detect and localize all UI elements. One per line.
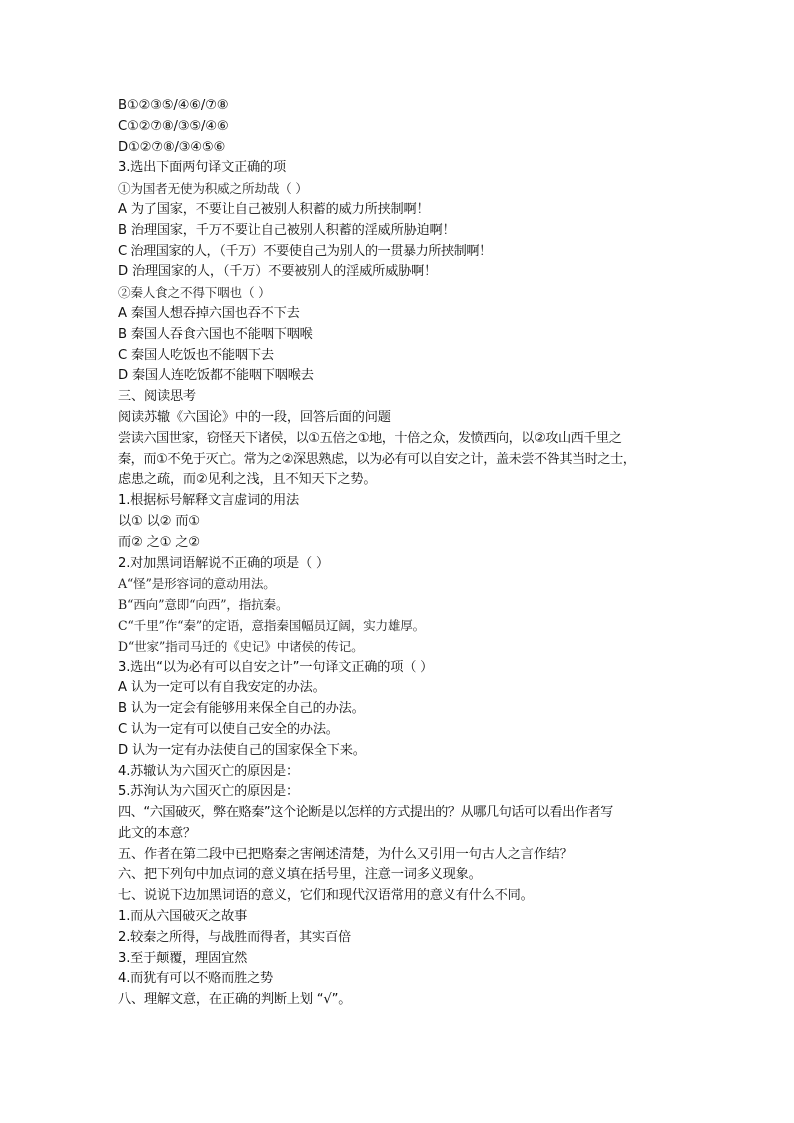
sub-question-2: ②秦人食之不得下咽也（ ）: [118, 285, 271, 301]
sub2-option-c: C 秦国人吃饭也不能咽下去: [118, 347, 274, 363]
s7-item-2: 2.较秦之所得，与战胜而得者，其实百倍: [118, 929, 351, 945]
function-words-row-1: 以① 以② 而①: [118, 513, 200, 529]
reading-question-1: 1.根据标号解释文言虚词的用法: [118, 493, 300, 509]
rq2-option-a: A“怪”是形容词的意动用法。: [118, 576, 276, 592]
option-b: B①②③⑤/④⑥/⑦⑧: [118, 98, 229, 113]
s7-item-1: 1.而从六国破灭之故事: [118, 909, 248, 925]
sub-question-1: ①为国者无使为积威之所劫哉（ ）: [118, 181, 308, 197]
rq3-option-d: D 认为一定有办法使自己的国家保全下来。: [118, 742, 366, 758]
option-c: C①②⑦⑧/③⑤/④⑥: [118, 118, 229, 134]
question-3-heading: 3.选出下面两句译文正确的项: [118, 160, 287, 176]
rq3-option-b: B 认为一定会有能够用来保全自己的办法。: [118, 701, 365, 717]
passage-line-3: 虑患之疏，而②见利之浅，且不知天下之势。: [118, 472, 377, 488]
s7-item-3: 3.至于颠覆，理固宜然: [118, 950, 248, 966]
reading-question-3: 3.选出“以为必有可以自安之计”一句译文正确的项（ ）: [118, 659, 434, 675]
document-page: [118, 96, 678, 1011]
sub2-option-a: A 秦国人想吞掉六国也吞不下去: [118, 305, 300, 321]
sub2-option-d: D 秦国人连吃饭都不能咽下咽喉去: [118, 368, 314, 384]
passage-line-2: 秦，而①不免于灭亡。常为之②深思熟虑，以为必有可以自安之计，盖未尝不咎其当时之士，: [118, 451, 636, 467]
section-6: 六、把下列句中加点词的意义填在括号里，注意一词多义现象。: [118, 867, 482, 883]
section-8: 八、理解文意，在正确的判断上划 “√”。: [118, 992, 352, 1008]
rq2-option-c: C“千里”作“秦”的定语，意指秦国幅员辽阔，实力雄厚。: [118, 617, 426, 633]
sub1-option-a: A 为了国家，不要让自己被别人积蓄的威力所挟制啊！: [118, 201, 430, 217]
reading-question-2: 2.对加黑词语解说不正确的项是（ ）: [118, 555, 329, 571]
section-4-line-1: 四、“六国破灭，弊在赂秦”这个论断是以怎样的方式提出的？从哪几句话可以看出作者写: [118, 805, 613, 821]
reading-question-5: 5.苏洵认为六国灭亡的原因是：: [118, 784, 300, 800]
section-5: 五、作者在第二段中已把赂秦之害阐述清楚，为什么又引用一句古人之言作结？: [118, 846, 573, 862]
sub2-option-b: B 秦国人吞食六国也不能咽下咽喉: [118, 326, 313, 342]
section-7: 七、说说下边加黑词语的意义，它们和现代汉语常用的意义有什么不同。: [118, 888, 534, 904]
rq2-option-d: D“世家”指司马迁的《史记》中诸侯的传记。: [118, 638, 364, 654]
rq3-option-a: A 认为一定可以有自我安定的办法。: [118, 680, 326, 696]
sub1-option-b: B 治理国家，千万不要让自己被别人积蓄的淫威所胁迫啊！: [118, 222, 456, 238]
passage-line-1: 尝读六国世家，窃怪天下诸侯，以①五倍之①地，十倍之众，发愤西向，以②攻山西千里之: [118, 430, 622, 446]
reading-question-4: 4.苏辙认为六国灭亡的原因是：: [118, 763, 300, 779]
s7-item-4: 4.而犹有可以不赂而胜之势: [118, 971, 274, 987]
rq2-option-b: B“西向”意即“向西”，指抗秦。: [118, 597, 289, 613]
rq3-option-c: C 认为一定有可以使自己安全的办法。: [118, 721, 339, 737]
reading-instruction: 阅读苏辙《六国论》中的一段，回答后面的问题: [118, 409, 391, 425]
section-3-heading: 三、阅读思考: [118, 389, 196, 405]
sub1-option-c: C 治理国家的人，（千万）不要使自己为别人的一贯暴力所挟制啊！: [118, 243, 492, 259]
sub1-option-d: D 治理国家的人，（千万）不要被别人的淫威所威胁啊！: [118, 264, 438, 280]
function-words-row-2: 而② 之① 之②: [118, 534, 200, 550]
option-d: D①②⑦⑧/③④⑤⑥: [118, 139, 226, 155]
section-4-line-2: 此文的本意？: [118, 825, 196, 841]
